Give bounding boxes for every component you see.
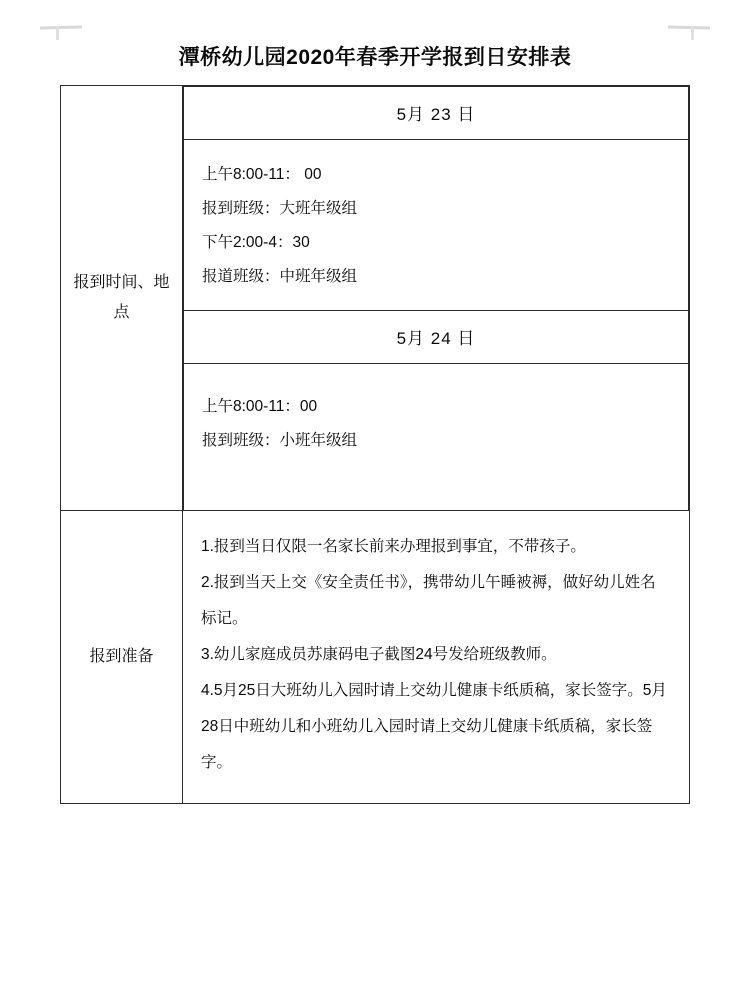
schedule-table [60, 85, 690, 804]
scan-corner-mark-right [668, 26, 710, 30]
table-row-preparation [61, 511, 690, 804]
preparation-item: 2.报到当天上交《安全责任书》，携带幼儿午睡被褥，做好幼儿姓名标记。 [201, 574, 656, 627]
schedule-detail-2 [184, 364, 689, 511]
schedule-date-1: 5月 23 日 [184, 87, 689, 140]
preparation-item: 1.报到当日仅限一名家长前来办理报到事宜，不带孩子。 [201, 538, 586, 555]
scan-corner-tick-right [691, 26, 694, 40]
scan-corner-mark-left [40, 26, 82, 30]
schedule-inner-table [183, 86, 689, 510]
preparation-content-cell [183, 511, 690, 804]
schedule-date-row-1 [184, 87, 689, 140]
preparation-item: 4.5月25日大班幼儿入园时请上交幼儿健康卡纸质稿，家长签字。5月28日中班幼儿和小班幼儿入园时请上交幼儿健康卡纸质稿，家长签字。 [201, 682, 667, 771]
schedule-detail-1 [184, 140, 689, 311]
schedule-line: 报到班级：小班年级组 [202, 432, 358, 449]
schedule-detail-row-2 [184, 364, 689, 511]
schedule-line: 上午8:00-11：00 [202, 398, 318, 415]
schedule-content-cell [183, 86, 690, 511]
schedule-line: 下午2:00-4：30 [202, 234, 310, 251]
schedule-line: 报道班级：中班年级组 [202, 268, 358, 285]
scan-corner-tick-left [56, 26, 59, 40]
schedule-line: 上午8:00-11： 00 [202, 166, 322, 183]
schedule-detail-row-1 [184, 140, 689, 311]
row-label-preparation: 报到准备 [61, 511, 183, 804]
schedule-date-2: 5月 24 日 [184, 311, 689, 364]
preparation-item: 3.幼儿家庭成员苏康码电子截图24号发给班级教师。 [201, 646, 557, 663]
row-label-schedule: 报到时间、地点 [61, 86, 183, 511]
schedule-date-row-2 [184, 311, 689, 364]
table-row-schedule [61, 86, 690, 511]
page-title: 潭桥幼儿园2020年春季开学报到日安排表 [178, 46, 572, 69]
schedule-line: 报到班级：大班年级组 [202, 200, 358, 217]
